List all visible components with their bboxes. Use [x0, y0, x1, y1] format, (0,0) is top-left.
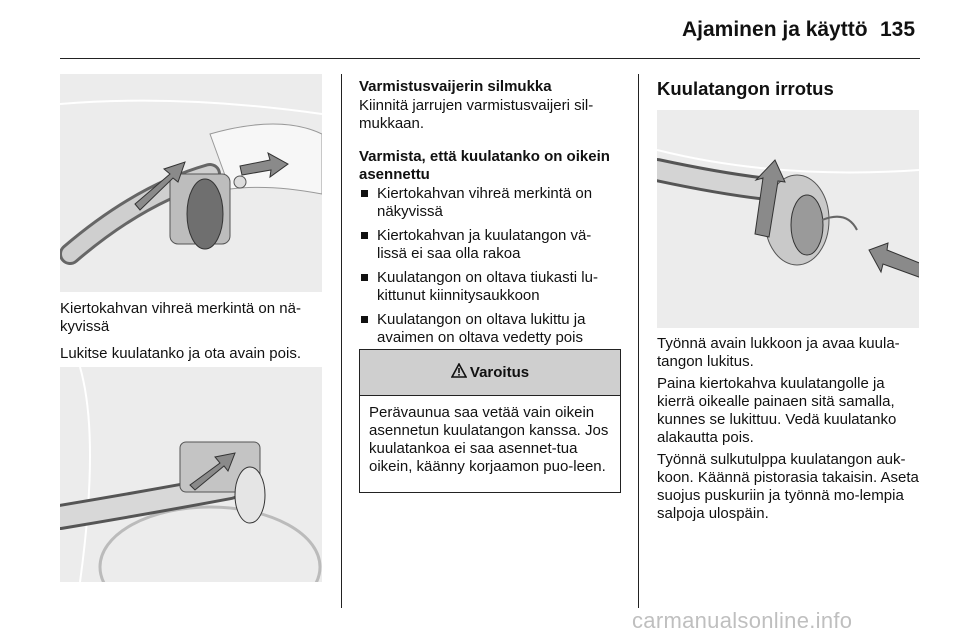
bullet-square-icon — [361, 316, 368, 323]
bullet-square-icon — [361, 232, 368, 239]
header-rule — [60, 58, 920, 59]
column-divider-right — [638, 74, 639, 608]
list-item: Kiertokahvan ja kuulatangon vä-lissä ei saa olla rakoa — [359, 227, 621, 263]
paragraph-insert-plug: Työnnä sulkutulppa kuulatangon auk-koon. Käännä pistorasia takaisin. Aseta suojus puskuriin ja työnnä mo-lempia salpoja ulospäin. — [657, 451, 919, 522]
paragraph-safety-cable: Kiinnitä jarrujen varmistusvaijeri sil-mukkaan. — [359, 97, 594, 132]
section-heading-removal: Kuulatangon irrotus — [657, 78, 834, 99]
warning-header — [360, 350, 620, 396]
warning-triangle-icon — [451, 363, 467, 382]
figure-lock-ball-bar — [60, 367, 322, 582]
figure-green-mark — [60, 74, 322, 292]
column-divider-left — [341, 74, 342, 608]
warning-title: Varoitus — [469, 364, 530, 381]
page-header-title: Ajaminen ja käyttö — [682, 18, 868, 41]
warning-body: Perävaunua saa vetää vain oikein asennetun kuulatangon kanssa. Jos kuulatankoa ei saa asennet-tua oikein, käänny korjaamon puo-leen. — [369, 404, 609, 475]
caption-lock-ball-bar: Lukitse kuulatanko ja ota avain pois. — [60, 345, 301, 362]
figure-removal — [657, 110, 919, 328]
bullet-square-icon — [361, 190, 368, 197]
check-list — [359, 185, 621, 353]
page-number: 135 — [880, 18, 916, 41]
heading-check-installation: Varmista, että kuulatanko on oikein asennettu — [359, 148, 610, 183]
heading-safety-cable-loop: Varmistusvaijerin silmukka — [359, 78, 552, 95]
list-item: Kiertokahvan vihreä merkintä on näkyvissä — [359, 185, 621, 221]
bullet-square-icon — [361, 274, 368, 281]
paragraph-turn-handle: Paina kiertokahva kuulatangolle ja kierrä oikealle painaen sitä samalla, kunnes se lukittuu. Vedä kuulatanko alakautta pois. — [657, 375, 897, 446]
caption-green-mark: Kiertokahvan vihreä merkintä on nä-kyvissä — [60, 300, 301, 335]
paragraph-open-lock: Työnnä avain lukkoon ja avaa kuula-tangon lukitus. — [657, 335, 900, 370]
list-item: Kuulatangon on oltava tiukasti lu-kittunut kiinnitysaukkoon — [359, 269, 621, 305]
watermark: carmanualsonline.info — [632, 608, 853, 633]
warning-box — [359, 349, 621, 493]
list-item: Kuulatangon on oltava lukittu ja avaimen on oltava vedetty pois — [359, 311, 621, 347]
